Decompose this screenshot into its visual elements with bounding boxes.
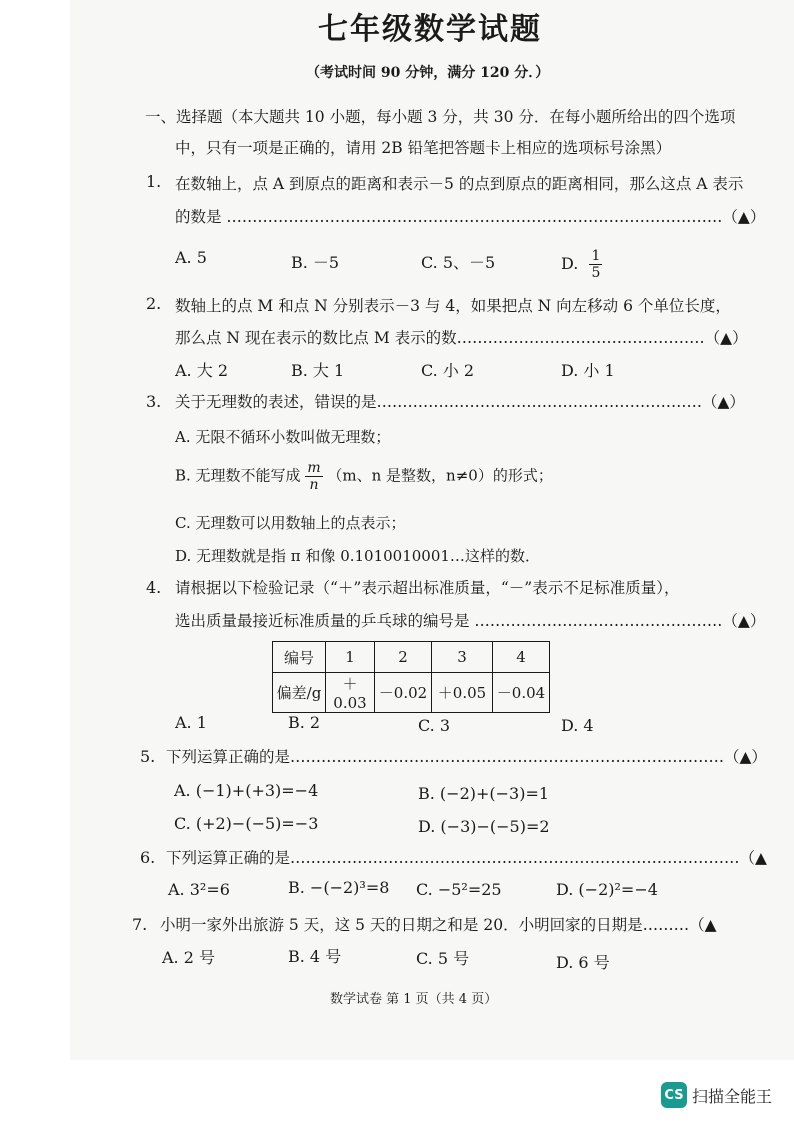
q7-option-b: B. 4 号 — [288, 947, 342, 966]
q4-stem-line2: 选出质量最接近标准质量的乒乓球的编号是 …………………………………………（▲） — [175, 612, 766, 630]
q1-option-d — [561, 248, 602, 281]
q6-option-c: C. −5²=25 — [416, 880, 502, 899]
q5-option-a: A. (−1)+(+3)=−4 — [174, 781, 319, 800]
q1-option-b: B. －5 — [291, 253, 340, 272]
table-cell: －0.04 — [493, 673, 550, 713]
q5-option-b: B. (−2)+(−3)=1 — [418, 784, 550, 803]
q5-option-c: C. (+2)−(−5)=−3 — [174, 814, 319, 833]
q3-option-c: C. 无理数可以用数轴上的点表示； — [175, 514, 406, 532]
page-title: 七年级数学试题 — [318, 12, 542, 47]
q1-stem-line2: 的数是 ……………………………………………………………………………………（▲） — [175, 208, 766, 226]
q4-option-c: C. 3 — [418, 716, 451, 735]
q3-option-b — [175, 460, 553, 493]
q2-option-b: B. 大 1 — [291, 361, 345, 380]
q4-option-b: B. 2 — [288, 713, 321, 732]
q2-stem-line1: 数轴上的点 M 和点 N 分别表示－3 与 4，如果把点 N 向左移动 6 个单位长度， — [175, 297, 731, 315]
table-cell: ＋0.03 — [326, 673, 375, 713]
table-cell: 3 — [432, 642, 493, 673]
table-cell: 2 — [375, 642, 432, 673]
q4-option-d: D. 4 — [561, 716, 594, 735]
q2-number: 2. — [146, 294, 162, 313]
deviation-table — [272, 641, 550, 713]
table-cell: －0.02 — [375, 673, 432, 713]
q7-option-d: D. 6 号 — [556, 953, 610, 972]
camscanner-watermark-text: 扫描全能王 — [692, 1087, 773, 1106]
q1-number: 1. — [146, 172, 162, 191]
table-row — [273, 673, 550, 713]
table-cell: 偏差/g — [273, 673, 326, 713]
table-cell: 编号 — [273, 642, 326, 673]
table-header-row — [273, 642, 550, 673]
q2-option-d: D. 小 1 — [561, 361, 615, 380]
q6-option-b: B. −(−2)³=8 — [288, 878, 390, 897]
q1-option-c: C. 5、－5 — [421, 253, 496, 272]
fraction-denominator: 5 — [591, 265, 601, 281]
fraction-numerator: m — [307, 460, 321, 476]
q2-option-a: A. 大 2 — [175, 361, 228, 380]
q7-number: 7. — [132, 915, 148, 934]
q7-option-a: A. 2 号 — [162, 948, 215, 967]
q3-option-b-post: （m、n 是整数，n≠0）的形式； — [327, 466, 553, 485]
page-footer: 数学试卷 第 1 页（共 4 页） — [330, 992, 498, 1007]
q3-option-b-pre: B. 无理数不能写成 — [175, 466, 301, 485]
q5-option-d: D. (−3)−(−5)=2 — [418, 817, 550, 836]
table-cell: 1 — [326, 642, 375, 673]
q1-option-d-fraction — [589, 248, 602, 281]
q3-option-b-fraction — [305, 460, 322, 493]
fraction-numerator: 1 — [591, 248, 601, 264]
section-heading-line1: 一、选择题（本大题共 10 小题，每小题 3 分，共 30 分．在每小题所给出的四个选项 — [145, 108, 736, 126]
camscanner-logo-icon — [661, 1082, 687, 1108]
q2-option-c: C. 小 2 — [421, 361, 475, 380]
q1-stem-line1: 在数轴上，点 A 到原点的距离和表示－5 的点到原点的距离相同，那么这点 A 表示 — [175, 175, 744, 193]
q6-option-a: A. 3²=6 — [168, 880, 230, 899]
q2-stem-line2: 那么点 N 现在表示的数比点 M 表示的数…………………………………………（▲） — [175, 329, 748, 347]
q7-stem: 小明一家外出旅游 5 天，这 5 天的日期之和是 20．小明回家的日期是………（▲ — [160, 916, 717, 934]
table-cell: ＋0.05 — [432, 673, 493, 713]
q3-stem: 关于无理数的表述，错误的是………………………………………………………（▲） — [175, 393, 745, 411]
fraction-denominator: n — [309, 477, 319, 493]
q7-option-c: C. 5 号 — [416, 949, 470, 968]
logo-text: CS — [664, 1087, 684, 1103]
q5-stem: 下列运算正确的是…………………………………………………………………………（▲） — [166, 748, 767, 766]
q4-stem-line1: 请根据以下检验记录（“＋”表示超出标准质量，“－”表示不足标准质量）， — [175, 579, 680, 597]
q6-option-d: D. (−2)²=−4 — [556, 880, 658, 899]
q6-number: 6. — [140, 848, 156, 867]
q4-option-a: A. 1 — [175, 713, 207, 732]
q3-option-d: D. 无理数就是指 π 和像 0.1010010001…这样的数． — [175, 547, 540, 565]
section-heading-line2: 中，只有一项是正确的，请用 2B 铅笔把答题卡上相应的选项标号涂黑） — [175, 139, 672, 157]
q1-option-a: A. 5 — [175, 248, 207, 267]
table-cell: 4 — [493, 642, 550, 673]
q4-number: 4. — [146, 578, 162, 597]
q5-number: 5. — [140, 747, 156, 766]
q1-option-d-label: D. — [561, 254, 579, 273]
exam-subtitle: （考试时间 90 分钟，满分 120 分．） — [306, 65, 550, 81]
q3-number: 3. — [146, 392, 162, 411]
q6-stem: 下列运算正确的是……………………………………………………………………………（▲ — [166, 849, 767, 867]
q3-option-a: A. 无限不循环小数叫做无理数； — [175, 428, 391, 446]
